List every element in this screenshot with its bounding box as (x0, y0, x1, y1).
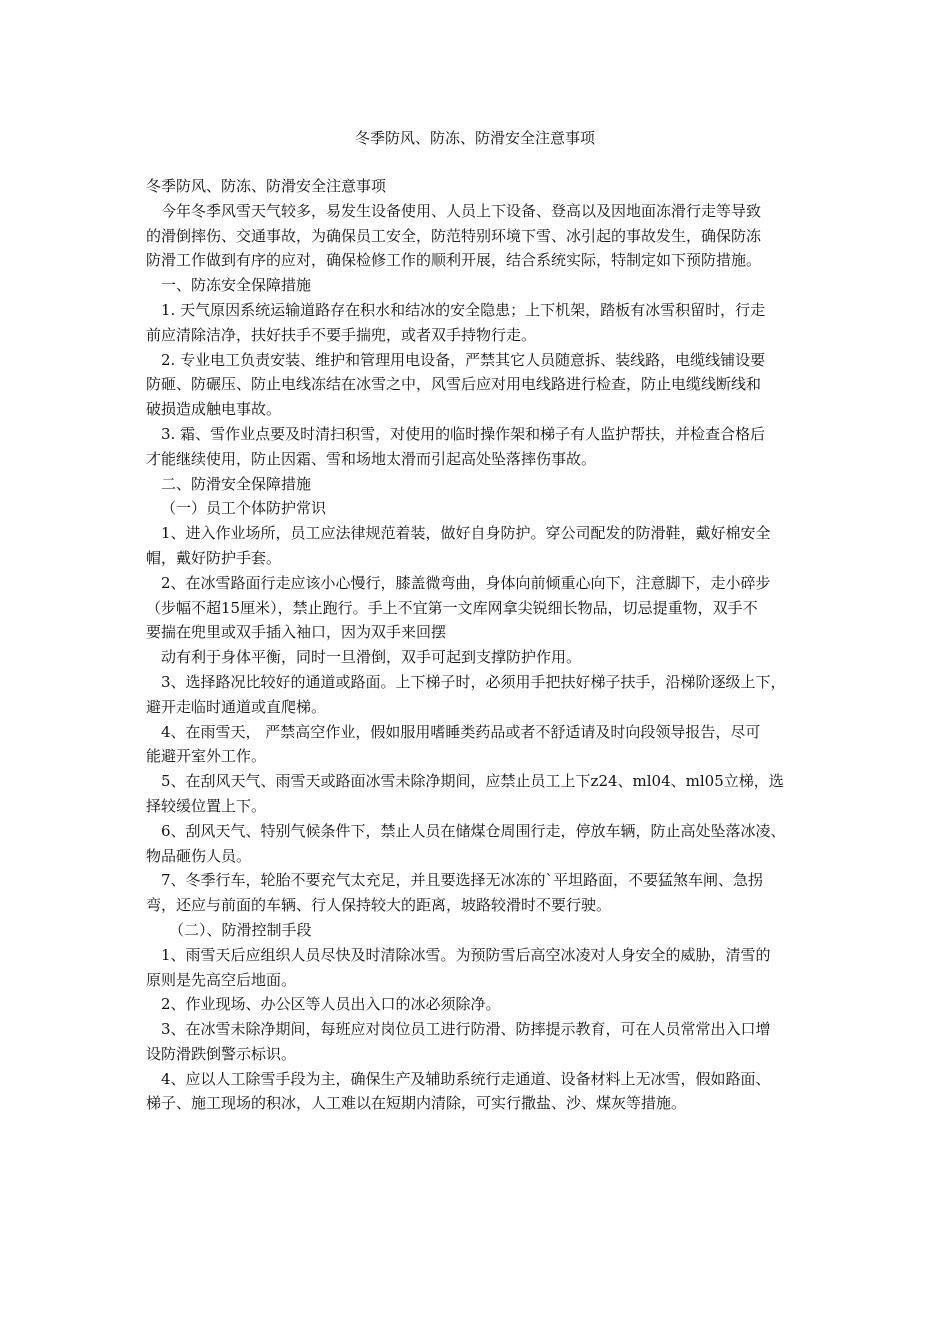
paragraph-line: 5、在刮风天气、雨雪天或路面冰雪未除净期间，应禁止员工上下z24、ml04、ml05立梯，选 (161, 772, 784, 791)
paragraph-line: 4、在雨雪天， 严禁高空作业，假如服用嗜睡类药品或者不舒适请及时向段领导报告，尽可 (161, 722, 761, 741)
paragraph-line: 1、雨雪天后应组织人员尽快及时清除冰雪。为预防雪后高空冰凌对人身安全的威胁，清雪的 (161, 945, 771, 964)
paragraph-line: 帽，戴好防护手套。 (146, 548, 282, 567)
intro-line: 今年冬季风雪天气较多，易发生设备使用、人员上下设备、登高以及因地面冻滑行走等导致 (161, 201, 762, 220)
paragraph-line: 设防滑跌倒警示标识。 (146, 1044, 297, 1063)
paragraph-line: 3、在冰雪未除净期间，每班应对岗位员工进行防滑、防摔提示教育，可在人员常常出入口增 (161, 1020, 771, 1039)
paragraph-line: 才能继续使用，防止因霜、雪和场地太滑而引起高处坠落摔伤事故。 (146, 449, 597, 468)
paragraph-line: 择较缓位置上下。 (146, 796, 267, 815)
paragraph-line: 能避开室外工作。 (146, 747, 267, 766)
paragraph-line: 原则是先高空后地面。 (146, 970, 297, 989)
paragraph-line: 弯，还应与前面的车辆、行人保持较大的距离，坡路较滑时不要行驶。 (146, 896, 612, 915)
paragraph-line: 7、冬季行车，轮胎不要充气太充足，并且要选择无冰冻的`平坦路面，不要猛煞车闸、急拐 (161, 871, 764, 890)
paragraph-line: 要揣在兜里或双手插入袖口，因为双手来回摆 (146, 623, 447, 642)
paragraph-line: 前应清除洁净，扶好扶手不要手揣兜，或者双手持物行走。 (146, 325, 537, 344)
paragraph-line: 3. 霜、雪作业点要及时清扫积雪，对使用的临时操作架和梯子有人监护帮扶，并检查合格后 (161, 424, 766, 443)
paragraph-line: 3、选择路况比较好的通道或路面。上下梯子时，必须用手把扶好梯子扶手，沿梯阶逐级上下， (161, 672, 786, 691)
section-heading-1: 一、防冻安全保障措施 (161, 276, 312, 295)
intro-line: 的滑倒摔伤、交通事故，为确保员工安全，防范特别环境下雪、冰引起的事故发生，确保防冻 (146, 226, 762, 245)
intro-line: 防滑工作做到有序的应对，确保检修工作的顺利开展，结合系统实际，特制定如下预防措施。 (146, 251, 762, 270)
paragraph-line: 2、在冰雪路面行走应该小心慢行，膝盖微弯曲，身体向前倾重心向下，注意脚下，走小碎步 (161, 573, 771, 592)
paragraph-line: 梯子、施工现场的积冰，人工难以在短期内清除，可实行撒盐、沙、煤灰等措施。 (146, 1094, 687, 1113)
paragraph-line: 2、作业现场、办公区等人员出入口的冰必须除净。 (161, 995, 501, 1014)
section-heading-2: 二、防滑安全保障措施 (161, 474, 312, 493)
body-heading: 冬季防风、防冻、防滑安全注意事项 (146, 177, 387, 195)
paragraph-line: 1. 天气原因系统运输道路存在积水和结冰的安全隐患；上下机架，踏板有冰雪积留时，行走 (161, 300, 766, 319)
paragraph-line: 1、进入作业场所，员工应法律规范着装，做好自身防护。穿公司配发的防滑鞋，戴好棉安全 (161, 524, 771, 543)
paragraph-line: 4、应以人工除雪手段为主，确保生产及辅助系统行走通道、设备材料上无冰雪，假如路面、 (161, 1069, 771, 1088)
subsection-heading-1: （一）员工个体防护常识 (161, 499, 327, 518)
paragraph-line: 破损造成触电事故。 (146, 400, 282, 419)
subsection-heading-2: （二）、防滑控制手段 (169, 920, 312, 939)
document-body (146, 174, 826, 1116)
document-title: 冬季防风、防冻、防滑安全注意事项 (354, 129, 595, 147)
paragraph-line: （步幅不超15厘米），禁止跑行。手上不宜第一文库网拿尖锐细长物品，切忌提重物，双手不 (146, 598, 758, 617)
paragraph-line: 2. 专业电工负责安装、维护和管理用电设备，严禁其它人员随意拆、装线路，电缆线铺设要 (161, 350, 766, 369)
paragraph-line: 动有利于身体平衡，同时一旦滑倒，双手可起到支撑防护作用。 (161, 648, 582, 667)
paragraph-line: 6、刮风天气、特别气候条件下，禁止人员在储煤仓周围行走，停放车辆，防止高处坠落冰凌、 (161, 821, 786, 840)
paragraph-line: 物品砸伤人员。 (146, 846, 252, 865)
paragraph-line: 防砸、防碾压、防止电线冻结在冰雪之中，风雪后应对用电线路进行检查，防止电缆线断线和 (146, 375, 762, 394)
paragraph-line: 避开走临时通道或直爬梯。 (146, 697, 327, 716)
